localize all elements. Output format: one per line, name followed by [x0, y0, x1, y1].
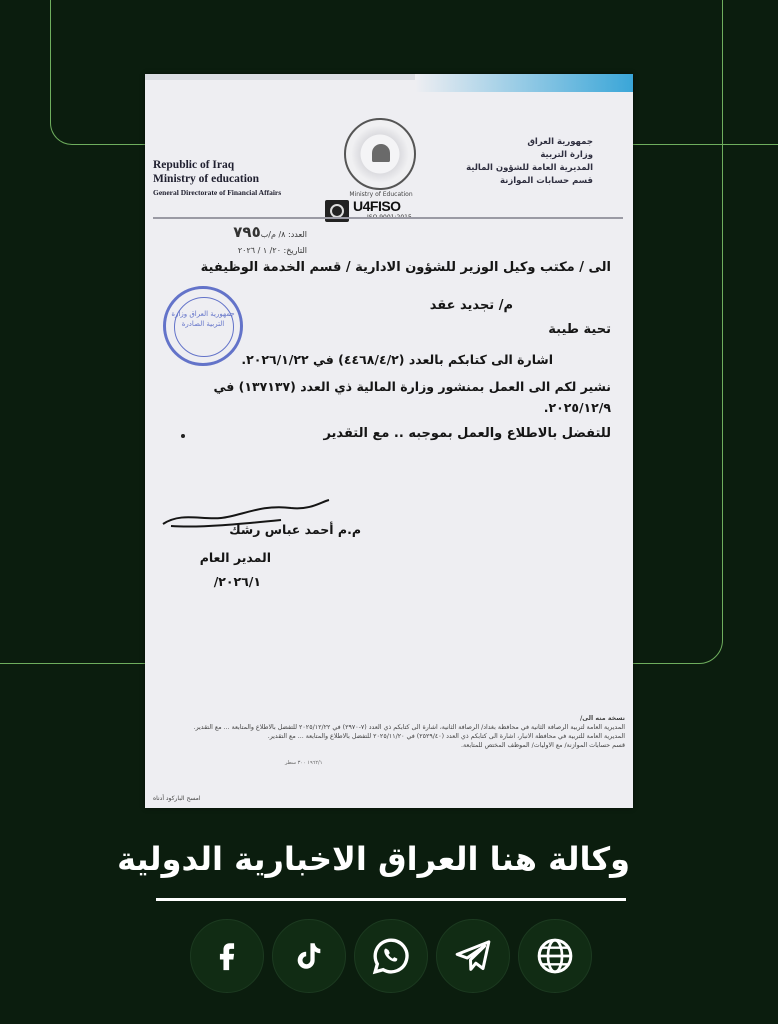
subject: م/ تجديد عقد: [429, 298, 513, 313]
letterhead-country: Republic of Iraq: [153, 159, 235, 171]
copy-to-label: نسخة منه الى/: [580, 715, 625, 722]
whatsapp-icon: [371, 936, 411, 976]
page-note: ١٩٦٢/١ ٣٠٠ سطر: [285, 760, 323, 766]
facebook-icon: [210, 936, 244, 976]
ar-letterhead-ministry: وزارة التربية: [540, 150, 593, 160]
tiktok-link[interactable]: [272, 919, 346, 993]
body-line-1: اشارة الى كتابكم بالعدد (٤٤٦٨/٤/٢) في ٢٠٢٦/١/٢٢.: [241, 352, 553, 367]
closing-line: للتفضل بالاطلاع والعمل بموجبه .. مع التقدير: [323, 426, 611, 441]
reference-block: [167, 224, 307, 259]
arabic-letterhead: [443, 136, 593, 188]
agency-name: وكالة هنا العراق الاخبارية الدولية: [117, 840, 630, 878]
barcode-note: امسح الباركود أدناه: [153, 795, 201, 802]
reference-number: [167, 224, 307, 243]
scan-edge-blue: [415, 74, 633, 92]
ar-letterhead-section: قسم حسابات الموازنة: [500, 176, 593, 186]
letterhead-ministry: Ministry of education: [153, 173, 260, 185]
ref-number-value: ٧٩٥: [233, 223, 261, 241]
copy-line: المديرية العامة لتربية الرصافة الثانية في محافظة بغداد/ الرصافة الثانية، اشارة الى كتابكم ذي العدد (٧-٢٩٧٠) في ٢٠٢٥/١٢/٢٢ للتفضل بالاطلاع والمتابعة ... مع التقدير.: [193, 724, 625, 731]
copy-line: قسم حسابات الموازنة/ مع الاوليات/ الموظف المختص للمتابعة.: [460, 742, 625, 749]
official-stamp: [163, 286, 243, 366]
ref-number-label: العدد: ٨/ م/ب: [260, 230, 307, 239]
body-line-3: ٢٠٢٥/١٢/٩.: [543, 400, 611, 415]
stamp-text: جمهورية العراق وزارة التربية الصادرة: [171, 310, 235, 328]
social-links: [190, 919, 590, 991]
website-link[interactable]: [518, 919, 592, 993]
seal-caption: Ministry of Education: [349, 191, 413, 198]
reference-date: التاريخ: ٢٠/ ١ / ٢٠٢٦: [237, 246, 307, 255]
official-letter: [145, 74, 633, 808]
brand-divider: [156, 898, 626, 901]
ar-letterhead-directorate: المديرية العامة للشؤون المالية: [466, 163, 593, 173]
tiktok-icon: [292, 937, 326, 975]
iso-mark: U4FISO: [353, 198, 401, 214]
whatsapp-link[interactable]: [354, 919, 428, 993]
telegram-icon: [453, 936, 493, 976]
body-line-2: نشير لكم الى العمل بمنشور وزارة المالية ذي العدد (١٣٧١٣٧) في: [213, 379, 611, 394]
telegram-link[interactable]: [436, 919, 510, 993]
iso-badge: [325, 198, 429, 224]
ar-letterhead-country: جمهورية العراق: [527, 137, 593, 147]
ink-dot: [181, 434, 185, 438]
signatory-date: ٢٠٢٦/١/: [213, 574, 261, 589]
letterhead-directorate: General Directorate of Financial Affairs: [153, 188, 282, 197]
copy-line: المديرية العامة للتربية في محافظة الانبار، اشارة الى كتابكم ذي العدد (٢٥٢٩/٤٠) في ٢٠٢٥/١١/٢٠ للتفضل بالاطلاع والمتابعة ... مع التقدير.: [267, 733, 625, 740]
greeting: تحية طيبة: [548, 322, 611, 337]
globe-icon: [535, 936, 575, 976]
signatory-name: م.م أحمد عباس رشك: [229, 522, 361, 537]
scan-edge: [145, 74, 415, 80]
ministry-seal-logo: [344, 118, 416, 190]
english-letterhead: [153, 158, 353, 200]
facebook-link[interactable]: [190, 919, 264, 993]
signatory-title: المدير العام: [199, 550, 271, 565]
header-divider: [153, 217, 623, 219]
addressee: الى / مكتب وكيل الوزير للشؤون الادارية / قسم الخدمة الوظيفية: [200, 260, 611, 275]
copy-to-section: [145, 714, 629, 750]
